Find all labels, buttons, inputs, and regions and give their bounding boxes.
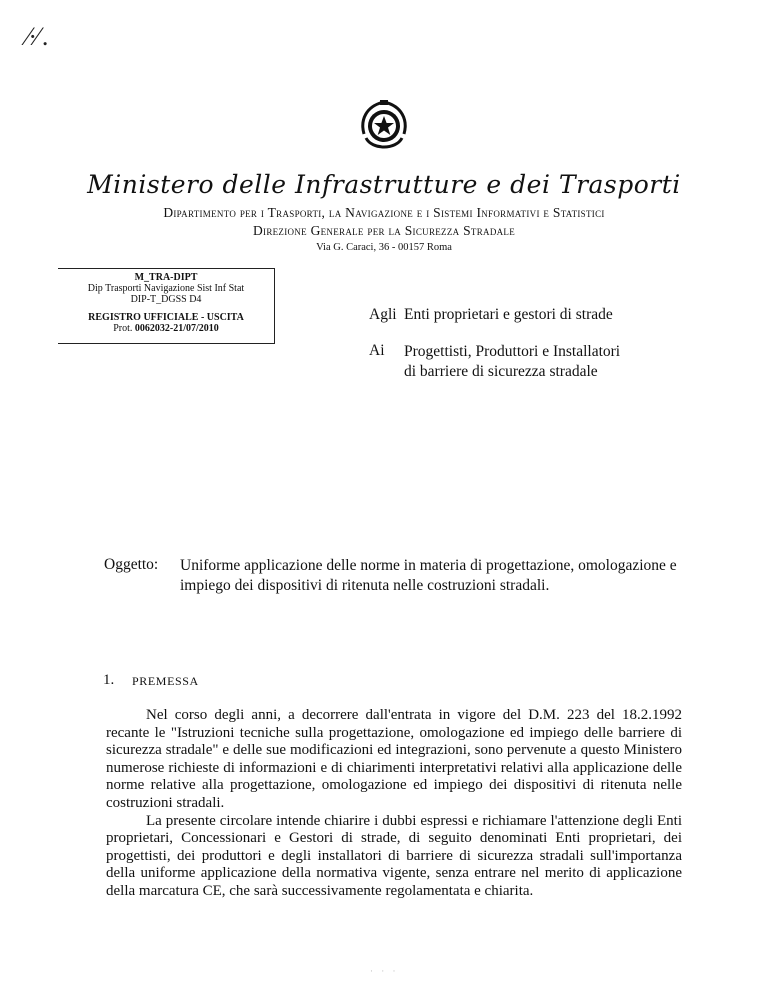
stamp-prot-value: 0062032-21/07/2010 <box>134 323 219 334</box>
ministry-name: Ministero delle Infrastrutture e dei Trasporti <box>87 170 681 199</box>
corner-scribble: ⁄·⁄ . <box>26 22 47 51</box>
stamp-protocol <box>58 323 274 334</box>
stamp-line-4: REGISTRO UFFICIALE - USCITA <box>88 312 244 323</box>
recipient-2-line-2: di barriere di sicurezza stradale <box>404 363 598 380</box>
section-title: PREMESSA <box>132 674 199 688</box>
protocol-stamp <box>58 268 275 344</box>
recipient-2-line-1: Progettisti, Produttori e Installatori <box>404 343 621 360</box>
recipient-1-prefix: Agli <box>369 306 397 323</box>
recipient-1-text: Enti proprietari e gestori di strade <box>404 306 613 323</box>
subject-label: Oggetto: <box>104 556 159 573</box>
recipient-2-text <box>404 342 620 382</box>
page-footer-mark: · · · <box>370 966 399 976</box>
section-body <box>106 707 682 901</box>
stamp-line-1: M_TRA-DIPT <box>134 272 198 283</box>
directorate-name: Direzione Generale per la Sicurezza Stradale <box>252 223 516 238</box>
paragraph: Nel corso degli anni, a decorrere dall'entrata in vigore del D.M. 223 del 18.2.1992 recante le "Istruzioni tecniche sulla progettazione, omologazione ed impiego delle barriere di sicurezza stradale" e delle sue modificazioni ed integrazioni, sono pervenute a questo Ministero numerose richieste di informazioni e di chiarimenti interpretativi relativi alla applicazione delle norme relative alla progettazione, omologazione ed impiego dei dispositivi di ritenuta nelle costruzioni stradali. <box>106 707 682 811</box>
paragraph: La presente circolare intende chiarire i dubbi espressi e richiamare l'attenzione degli Enti proprietari, Concessionari e Gestori di strade, di seguito denominati Enti proprietari, dei progettisti, dei produttori e degli installatori di barriere di sicurezza stradali sull'importanza della uniforme applicazione della normativa vigente, senza entrare nel merito di applicazione della marcatura CE, che sarà successivamente regolamentata e chiarita. <box>106 812 682 899</box>
republic-emblem-icon <box>358 98 410 156</box>
section-number: 1. <box>103 672 115 688</box>
recipient-2-prefix: Ai <box>369 342 385 359</box>
address: Via G. Caraci, 36 - 00157 Roma <box>316 242 452 253</box>
stamp-line-2: Dip Trasporti Navigazione Sist Inf Stat <box>87 283 245 294</box>
subject-text: Uniforme applicazione delle norme in materia di progettazione, omologazione e impiego dei dispositivi di ritenuta nelle costruzioni stradali. <box>180 557 677 594</box>
stamp-prot-label: Prot. <box>113 323 133 334</box>
stamp-line-3: DIP-T_DGSS D4 <box>130 294 202 305</box>
department-name: Dipartimento per i Trasporti, la Navigazione e i Sistemi Informativi e Statistici <box>163 205 605 220</box>
